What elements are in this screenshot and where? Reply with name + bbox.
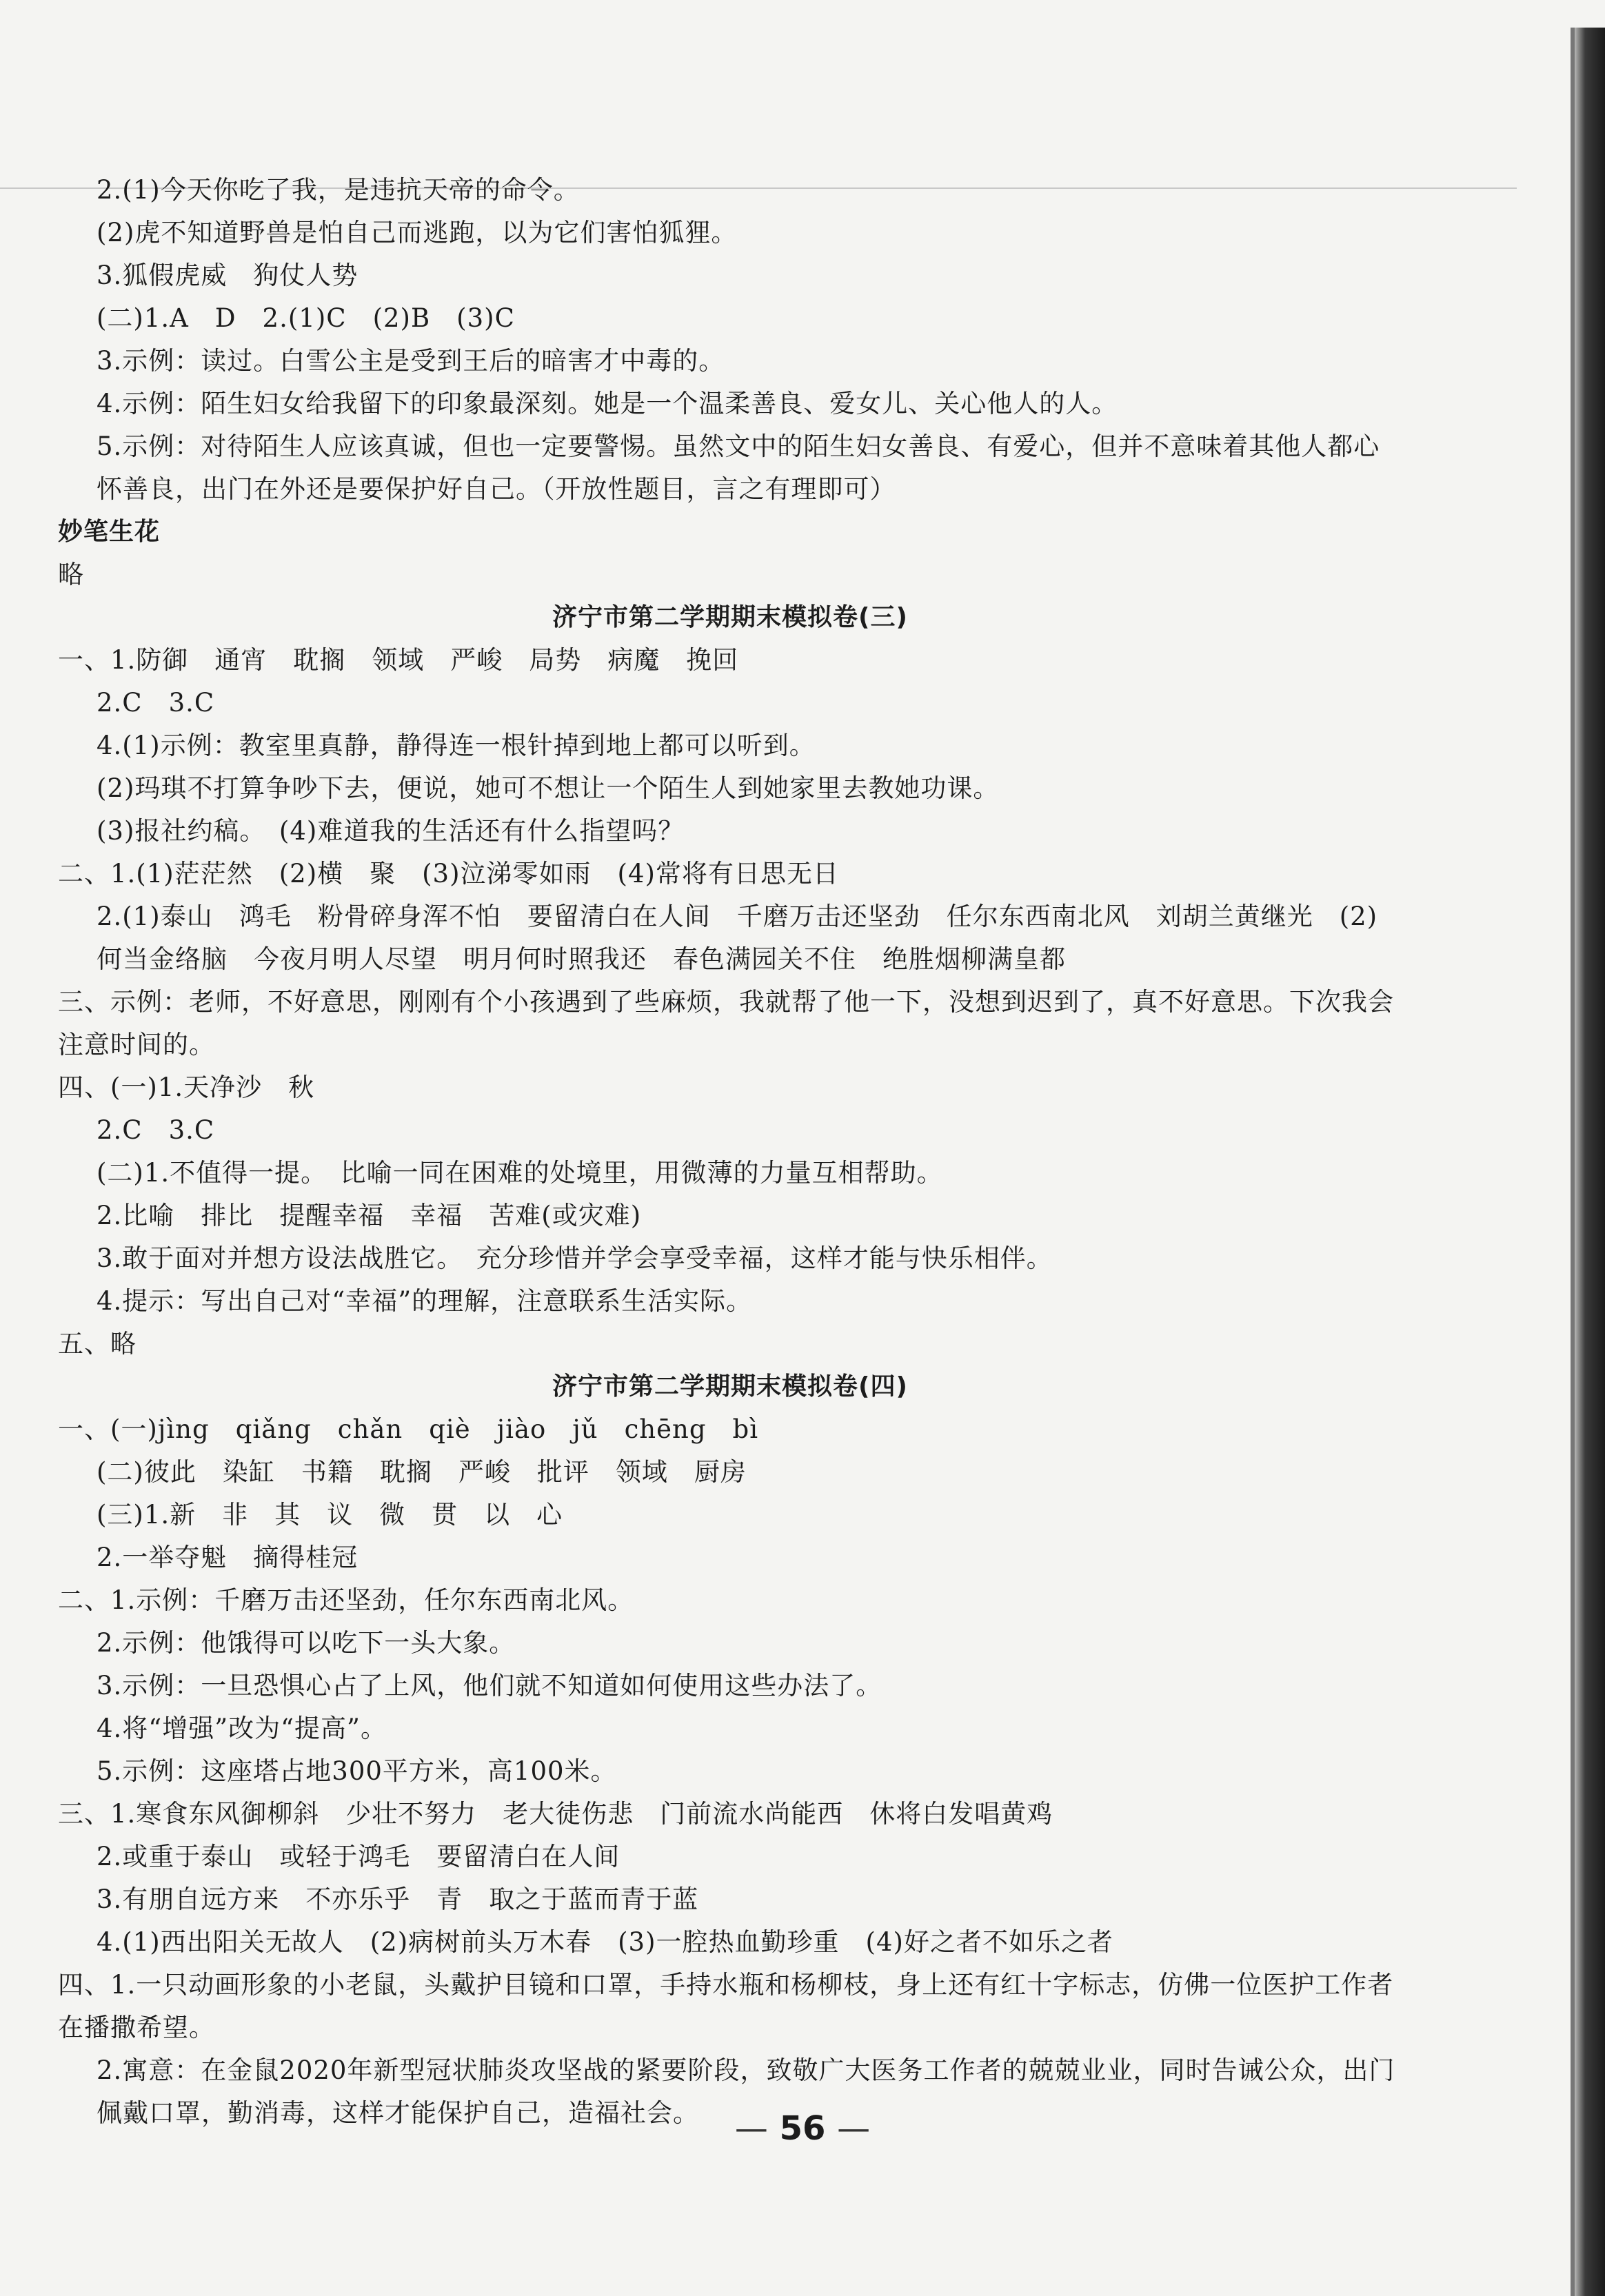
answer-line: 2.比喻 排比 提醒幸福 幸福 苦难(或灾难) — [97, 1201, 642, 1230]
book-spine-shadow — [1572, 28, 1605, 2296]
answer-line: (三)1.新 非 其 议 微 贯 以 心 — [97, 1500, 563, 1530]
answer-line: 2.(1)今天你吃了我，是违抗天帝的命令。 — [97, 175, 580, 205]
section-heading: 妙笔生花 — [58, 518, 161, 546]
page-footer — [0, 2109, 1605, 2148]
footer-dash-right: — — [837, 2109, 871, 2148]
answer-line: (二)1.A D 2.(1)C (2)B (3)C — [97, 303, 515, 333]
answer-line: 略 — [58, 560, 84, 589]
answer-content — [58, 169, 1402, 2135]
answer-line: 2.示例：他饿得可以吃下一头大象。 — [97, 1628, 516, 1658]
answer-line: 4.提示：写出自己对“幸福”的理解，注意联系生活实际。 — [97, 1286, 753, 1316]
answer-line: (二)彼此 染缸 书籍 耽搁 严峻 批评 领域 厨房 — [97, 1457, 747, 1487]
answer-line: 3.狐假虎威 狗仗人势 — [97, 261, 359, 290]
answer-line: 四、1.一只动画形象的小老鼠，头戴护目镜和口罩，手持水瓶和杨柳枝，身上还有红十字标志，仿佛一位医护工作者在播撒希望。 — [58, 1970, 1394, 2042]
answer-line: 2.或重于泰山 或轻于鸿毛 要留清白在人间 — [97, 1842, 620, 1871]
answer-line: 三、示例：老师，不好意思，刚刚有个小孩遇到了些麻烦，我就帮了他一下，没想到迟到了，真不好意思。下次我会注意时间的。 — [58, 987, 1394, 1059]
footer-dash-left: — — [734, 2109, 768, 2148]
answer-line: 2.(1)泰山 鸿毛 粉骨碎身浑不怕 要留清白在人间 千磨万击还坚劲 任尔东西南北风 刘胡兰黄继光 (2)何当金络脑 今夜月明人尽望 明月何时照我还 春色满园关不住 绝胜烟柳满皇都 — [97, 902, 1378, 974]
answer-line: (2)虎不知道野兽是怕自己而逃跑，以为它们害怕狐狸。 — [97, 218, 738, 247]
answer-line: 2.C 3.C — [97, 1115, 215, 1145]
page-number: 56 — [779, 2109, 826, 2148]
answer-line: 4.(1)示例：教室里真静，静得连一根针掉到地上都可以听到。 — [97, 731, 816, 760]
book-spine-edge — [1571, 28, 1575, 2296]
exam-title: 济宁市第二学期期末模拟卷(四) — [552, 1372, 908, 1401]
exam-title: 济宁市第二学期期末模拟卷(三) — [552, 603, 908, 631]
answer-line: 5.示例：对待陌生人应该真诚，但也一定要警惕。虽然文中的陌生妇女善良、有爱心，但并不意味着其他人都心怀善良，出门在外还是要保护好自己。（开放性题目，言之有理即可） — [97, 431, 1380, 504]
answer-line: 二、1.(1)茫茫然 (2)横 聚 (3)泣涕零如雨 (4)常将有日思无日 — [58, 859, 839, 888]
answer-line: 一、(一)jìng qiǎng chǎn qiè jiào jǔ chēng bì — [58, 1414, 759, 1444]
answer-line: (2)玛琪不打算争吵下去，便说，她可不想让一个陌生人到她家里去教她功课。 — [97, 773, 1000, 803]
answer-line: 3.敢于面对并想方设法战胜它。 充分珍惜并学会享受幸福，这样才能与快乐相伴。 — [97, 1243, 1053, 1273]
answer-line: 4.将“增强”改为“提高”。 — [97, 1714, 387, 1743]
answer-line: (二)1.不值得一提。 比喻一同在困难的处境里，用微薄的力量互相帮助。 — [97, 1158, 943, 1188]
answer-line: 5.示例：这座塔占地300平方米，高100米。 — [97, 1756, 617, 1786]
answer-line: 二、1.示例：千磨万击还坚劲，任尔东西南北风。 — [58, 1585, 634, 1615]
answer-line: 3.示例：一旦恐惧心占了上风，他们就不知道如何使用这些办法了。 — [97, 1671, 882, 1700]
answer-line: (3)报社约稿。 (4)难道我的生活还有什么指望吗？ — [97, 816, 685, 846]
answer-line: 一、1.防御 通宵 耽搁 领域 严峻 局势 病魔 挽回 — [58, 645, 739, 675]
answer-line: 3.示例：读过。白雪公主是受到王后的暗害才中毒的。 — [97, 346, 725, 376]
answer-line: 2.寓意：在金鼠2020年新型冠状肺炎攻坚战的紧要阶段，致敬广大医务工作者的兢兢业业，同时告诫公众，出门佩戴口罩，勤消毒，这样才能保护自己，造福社会。 — [97, 2055, 1395, 2128]
answer-line: 2.C 3.C — [97, 688, 215, 718]
answer-line: 4.示例：陌生妇女给我留下的印象最深刻。她是一个温柔善良、爱女儿、关心他人的人。 — [97, 389, 1118, 418]
answer-line: 三、1.寒食东风御柳斜 少壮不努力 老大徒伤悲 门前流水尚能西 休将白发唱黄鸡 — [58, 1799, 1053, 1829]
answer-line: 四、(一)1.天净沙 秋 — [58, 1073, 315, 1102]
answer-line: 3.有朋自远方来 不亦乐乎 青 取之于蓝而青于蓝 — [97, 1884, 699, 1914]
answer-line: 2.一举夺魁 摘得桂冠 — [97, 1543, 359, 1572]
answer-line: 五、略 — [58, 1329, 137, 1359]
answer-line: 4.(1)西出阳关无故人 (2)病树前头万木春 (3)一腔热血勤珍重 (4)好之者不如乐之者 — [97, 1927, 1113, 1957]
